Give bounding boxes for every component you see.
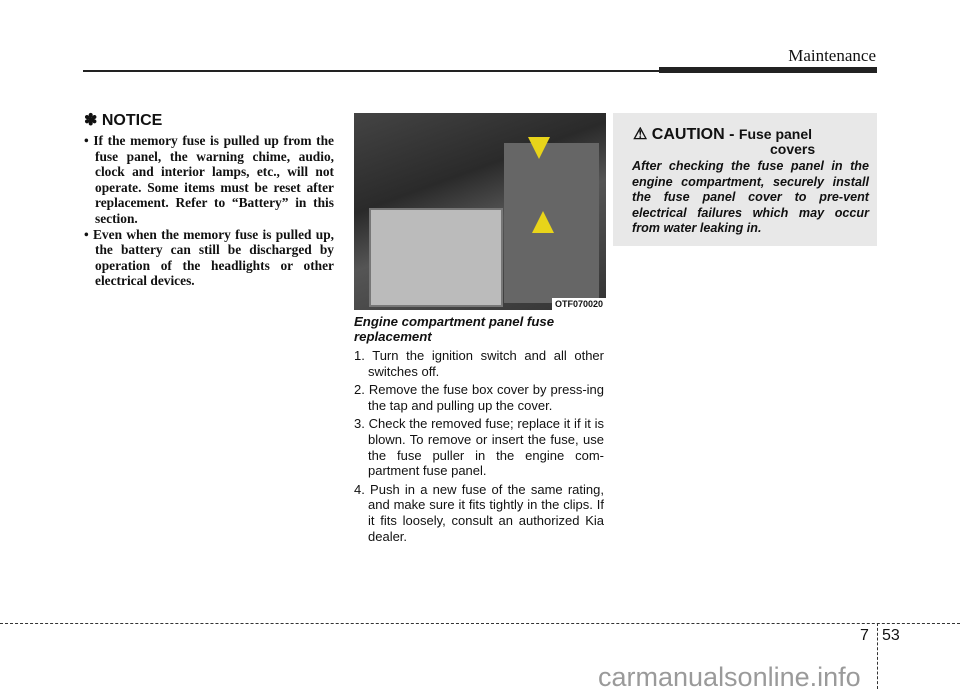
arrow-up-icon (532, 211, 554, 233)
procedure-step: 2. Remove the fuse box cover by press-ing the tap and pulling up the cover. (354, 382, 604, 413)
caution-subject-cont: covers (770, 141, 816, 157)
header-rule-thick (659, 67, 877, 73)
warning-triangle-icon: ⚠ (633, 126, 648, 143)
caution-label: CAUTION - (651, 126, 735, 143)
procedure-step: 4. Push in a new fuse of the same rating, and make sure it fits tightly in the clips. If it fits loosely, consult an authorized Kia dealer. (354, 481, 604, 544)
arrow-down-icon (528, 137, 550, 159)
procedure-title: Engine compartment panel fuse replacement (354, 314, 555, 344)
fuse-box (369, 208, 503, 307)
notice-title: ✽ NOTICE (84, 112, 163, 129)
caution-text: After checking the fuse panel in the engine compartment, securely install the fuse panel cover to pre-vent electrical failures which may occur from water leaking in. (632, 159, 869, 235)
section-header: Maintenance (788, 46, 876, 65)
page-number: 53 (882, 627, 900, 644)
watermark: carmanualsonline.info (598, 662, 861, 689)
procedure-step: 1. Turn the ignition switch and all other switches off. (354, 348, 604, 379)
procedure (354, 314, 604, 547)
caution-subject: Fuse panel (738, 126, 813, 142)
notice-box (84, 110, 334, 289)
footer-divider (877, 623, 878, 689)
notice-item: • If the memory fuse is pulled up from the fuse panel, the warning chime, audio, clock and interior lamps, etc., will not operate. Some items must be reset after replacement. Refer to “Battery” in this section. (84, 133, 334, 227)
caution-box (613, 113, 877, 246)
engine-fuse-photo (354, 113, 606, 310)
figure-code: OTF070020 (552, 298, 606, 310)
notice-item: • Even when the memory fuse is pulled up, the battery can still be discharged by operation of the headlights or other electrical devices. (84, 227, 334, 289)
procedure-step: 3. Check the removed fuse; replace it if it is blown. To remove or insert the fuse, use the fuse puller in the engine com-partment fuse panel. (354, 416, 604, 479)
footer-rule (0, 623, 960, 624)
chapter-number: 7 (860, 627, 869, 644)
header-rule (83, 70, 659, 72)
